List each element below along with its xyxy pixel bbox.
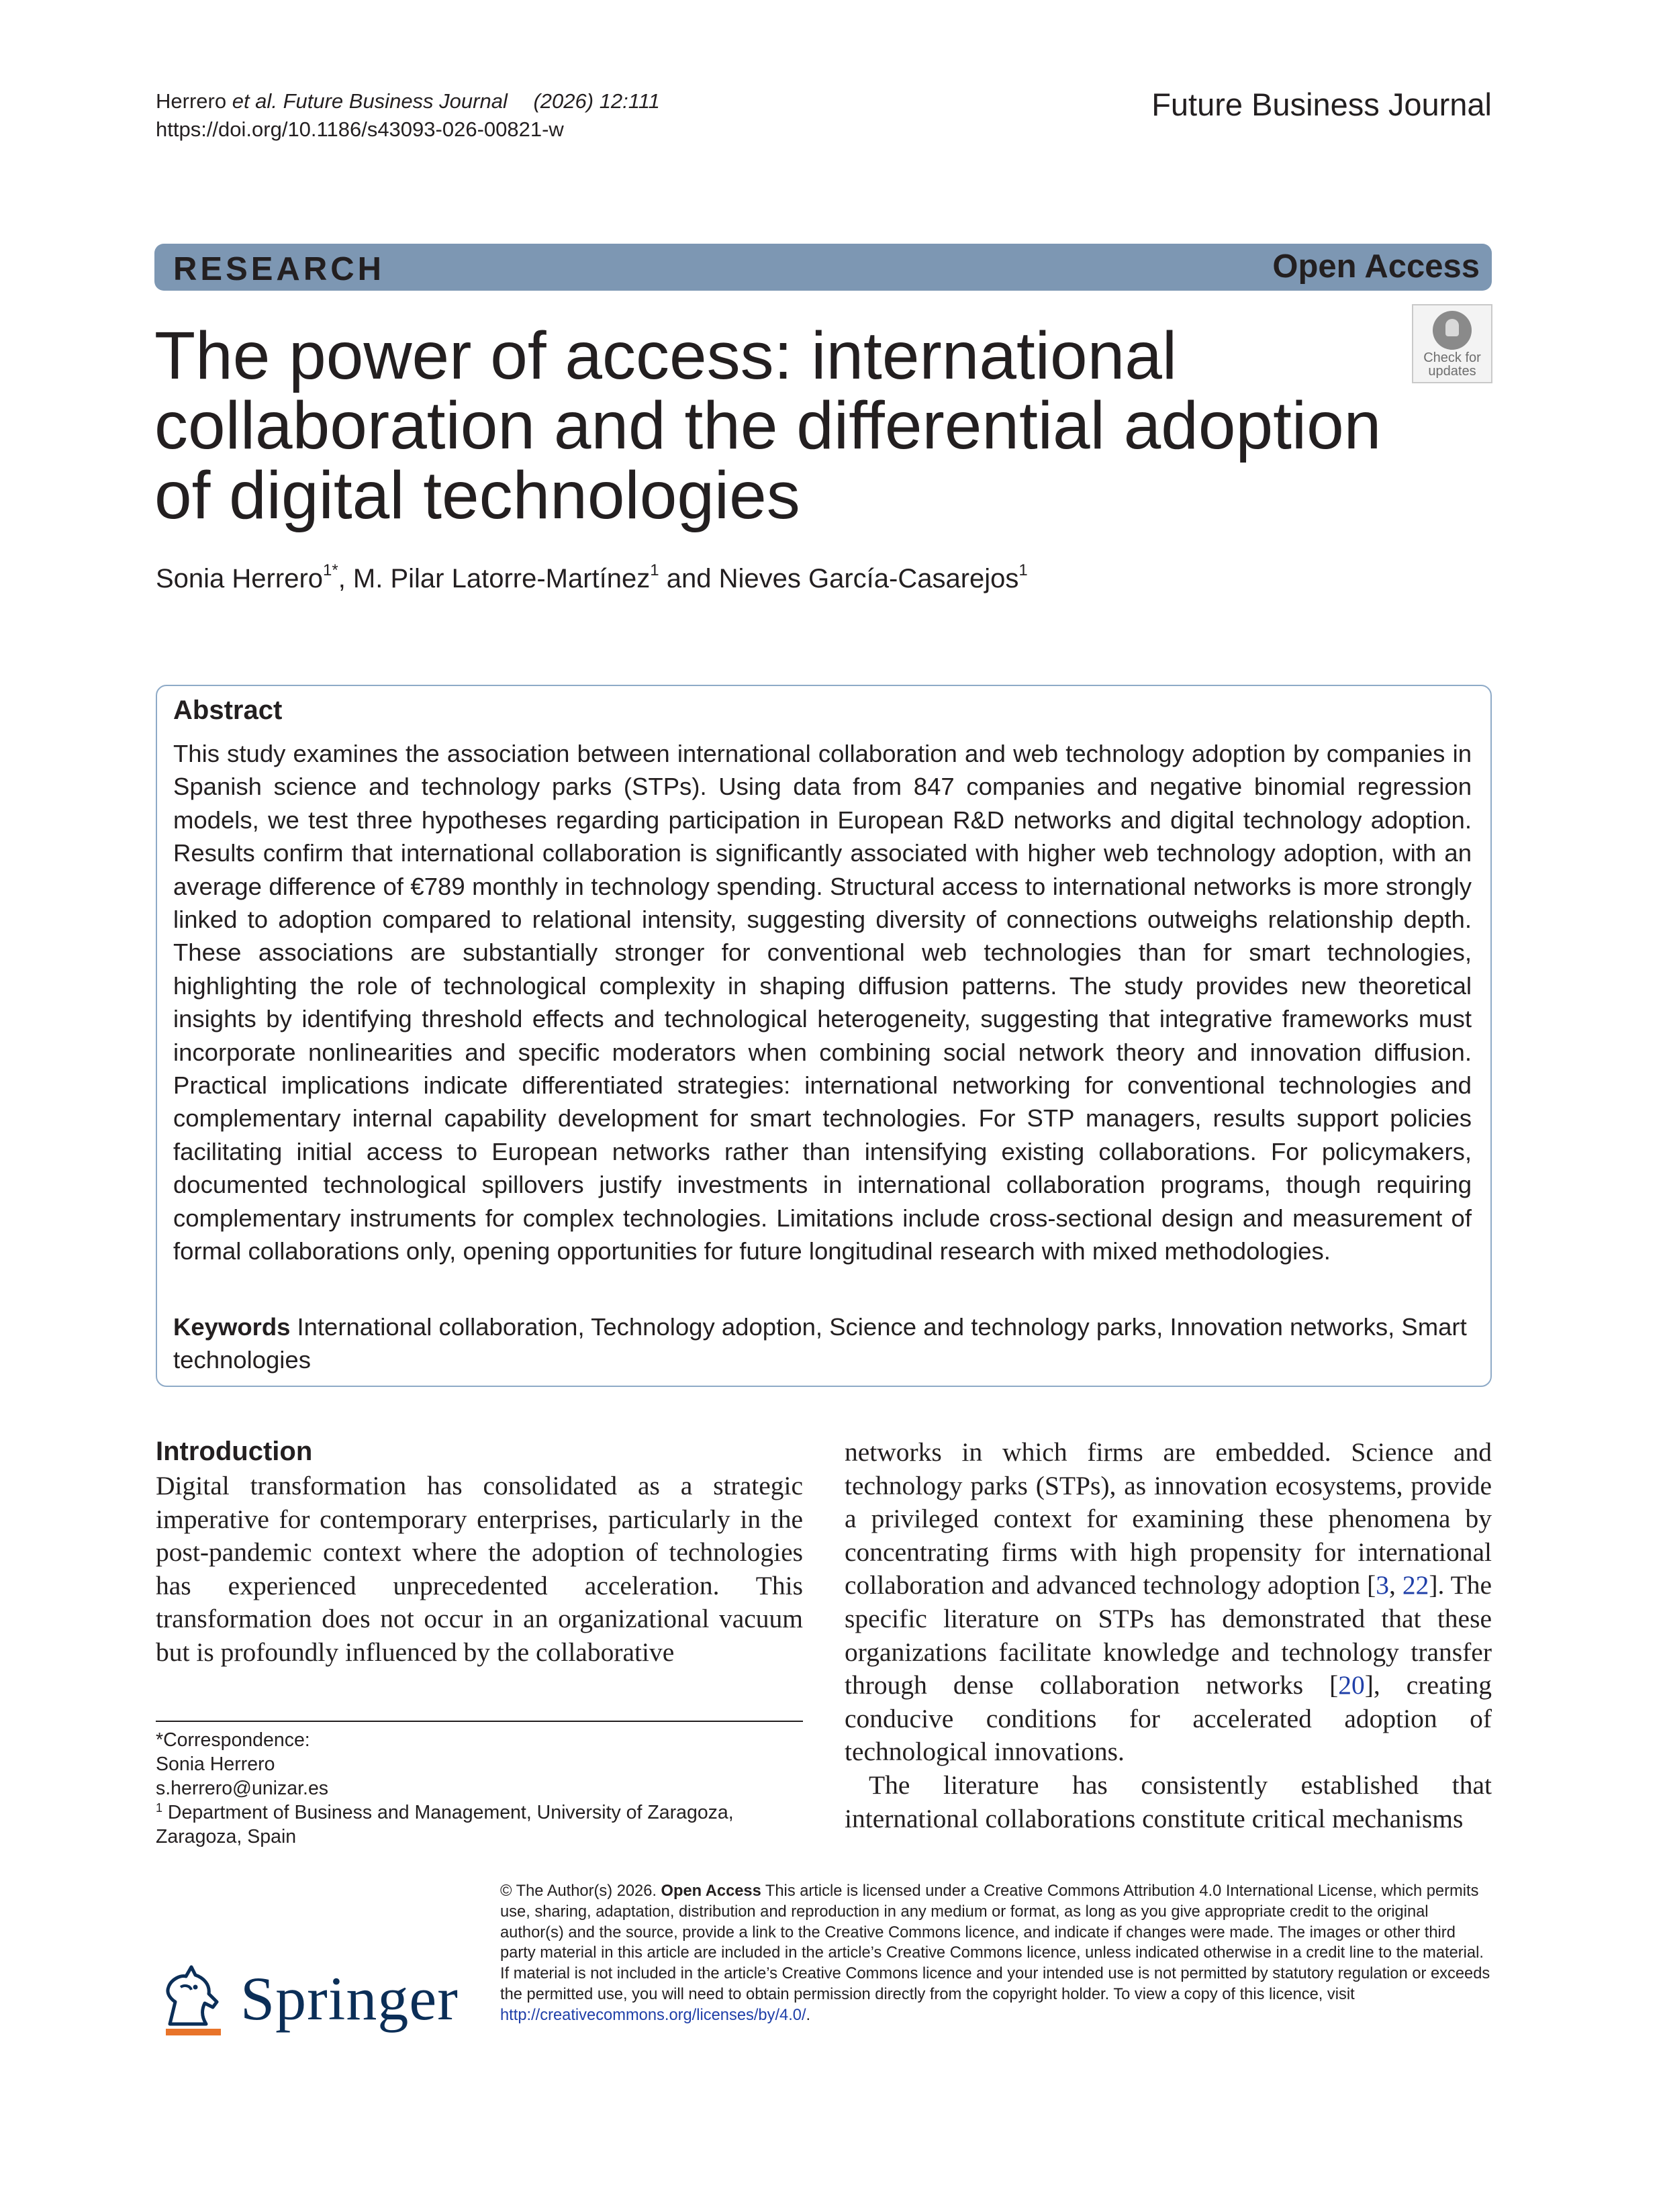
intro-paragraph-2: The literature has consistently established that international collaborations constitute critical mechanisms: [845, 1770, 1492, 1833]
introduction-heading: Introduction: [156, 1437, 313, 1466]
abstract-heading: Abstract: [173, 695, 283, 725]
springer-logo: [156, 1960, 465, 2041]
affiliation-number: 1: [156, 1801, 163, 1815]
author-3-affiliation: 1: [1018, 561, 1028, 579]
correspondence-footnote: [156, 1728, 803, 1849]
affiliation-text: Department of Business and Management, University of Zaragoza,: [162, 1802, 734, 1823]
title-line-1: The power of access: international: [154, 318, 1178, 393]
springer-wordmark: Springer: [240, 1964, 459, 2033]
intro-text-segment: ]. The specific literature on STPs has demonstrated that these organizations facilitate knowledge and technology transfer through dense collaboration networks [: [845, 1570, 1492, 1700]
title-line-2: collaboration and the differential adoption: [154, 388, 1382, 463]
article-type-banner: [154, 244, 1492, 291]
intro-paragraph-1: [845, 1436, 1492, 1769]
license-text: This article is licensed under a Creative Commons Attribution 4.0 International License, which permits use, sharing, adaptation, distribution and reproduction in any medium or format, as long as you give appropriate credit to the original author(s) and the source, provide a link to the Creative Commons licence, and indicate if changes were made. The images or other third party material in this article are included in the article’s Creative Commons licence, unless indicated otherwise in a credit line to the material. If material is not included in the article’s Creative Commons licence and your intended use is not permitted by statutory regulation or exceeds the permitted use, you will need to obtain permission directly from the copyright holder. To view a copy of this licence, visit: [500, 1882, 1490, 2003]
open-access-label: Open Access: [1272, 248, 1480, 285]
footnote-divider: [156, 1721, 803, 1722]
intro-left-column: Digital transformation has consolidated as a strategic imperative for contemporary enterprises, particularly in the post-pandemic context where the adoption of technologies has experienced unprecedented acceleration. This transformation does not occur in an organizational vacuum but is profoundly influenced by the collaborative: [156, 1471, 803, 1667]
author-list: [156, 561, 1028, 594]
header-author: Herrero: [156, 89, 227, 113]
affiliation-city: Zaragoza, Spain: [156, 1826, 297, 1847]
copyright: © The Author(s) 2026.: [500, 1882, 661, 1900]
author-1[interactable]: Sonia Herrero: [156, 564, 324, 593]
license-link[interactable]: http://creativecommons.org/licenses/by/4.0/: [500, 2006, 806, 2024]
citation-line: [156, 87, 660, 115]
author-1-affiliation: 1*: [323, 561, 338, 579]
intro-right-column: [845, 1436, 1492, 1835]
citation-link-20[interactable]: 20: [1338, 1670, 1365, 1700]
running-header: [156, 87, 660, 144]
citation-link-3[interactable]: 3: [1376, 1570, 1389, 1600]
header-volume: (2026) 12:111: [533, 89, 660, 113]
updates-label: updates: [1428, 364, 1476, 379]
correspondence-email[interactable]: s.herrero@unizar.es: [156, 1778, 329, 1799]
journal-name: Future Business Journal: [1151, 87, 1492, 122]
author-2[interactable]: , M. Pilar Latorre-Martínez: [338, 564, 651, 593]
check-for-updates-badge[interactable]: [1412, 304, 1492, 383]
author-2-affiliation: 1: [650, 561, 659, 579]
keywords-label: Keywords: [173, 1313, 291, 1341]
header-etal: et al.: [232, 89, 277, 113]
springer-horse-logo-icon: [156, 1960, 230, 2041]
header-doi[interactable]: https://doi.org/10.1186/s43093-026-00821-w: [156, 117, 564, 141]
check-for-label: Check for: [1423, 350, 1481, 365]
correspondence-name: Sonia Herrero: [156, 1753, 275, 1775]
intro-text-segment: ], creating conducive conditions for accelerated adoption of technological innovations.: [845, 1670, 1492, 1767]
header-journal: Future Business Journal: [283, 89, 508, 113]
author-3[interactable]: and Nieves García-Casarejos: [659, 564, 1019, 593]
license-statement: [500, 1881, 1494, 2026]
title-line-3: of digital technologies: [154, 458, 800, 533]
keywords-list: International collaboration, Technology adoption, Science and technology parks, Innovation networks, Smart technologies: [173, 1313, 1467, 1374]
keywords: [173, 1310, 1472, 1377]
abstract-text: This study examines the association between international collaboration and web technology adoption by companies in Spanish science and technology parks (STPs). Using data from 847 companies and negative binomial regression models, we test three hypotheses regarding participation in European R&D networks and digital technology adoption. Results confirm that international collaboration is significantly associated with higher web technology adoption, with an average difference of €789 monthly in technology spending. Structural access to international networks is more strongly linked to adoption compared to relational intensity, suggesting diversity of connections outweighs relationship depth. These associations are substantially stronger for conventional web technologies than for smart technologies, highlighting the role of technological complexity in shaping diffusion patterns. The study provides new theoretical insights by identifying threshold effects and technological heterogeneity, suggesting that integrative frameworks must incorporate nonlinearities and specific moderators when combining social network theory and innovation diffusion. Practical implications indicate differentiated strategies: international networking for conventional technologies and complementary internal capability development for smart technologies. For STP managers, results support policies facilitating initial access to European networks rather than intensifying existing collaborations. For policymakers, documented technological spillovers justify investments in international collaboration programs, though requiring complementary instruments for complex technologies. Limitations include cross-sectional design and measurement of formal collaborations only, opening opportunities for future longitudinal research with mixed methodologies.: [173, 740, 1472, 1265]
intro-text-segment: networks in which firms are embedded. Science and technology parks (STPs), as innovation ecosystems, provide a privileged context for examining these phenomena by concentrating firms with high propensity for international collaboration and advanced technology adoption [: [845, 1437, 1492, 1600]
correspondence-label: *Correspondence:: [156, 1729, 310, 1751]
article-title: [154, 318, 1403, 533]
citation-separator: ,: [1388, 1570, 1402, 1600]
affiliation: [156, 1800, 803, 1825]
license-open-access: Open Access: [661, 1882, 761, 1900]
citation-link-22[interactable]: 22: [1402, 1570, 1429, 1600]
article-type-label: RESEARCH: [173, 251, 385, 287]
bookmark-icon: [1433, 311, 1472, 350]
license-end: .: [806, 2006, 811, 2024]
